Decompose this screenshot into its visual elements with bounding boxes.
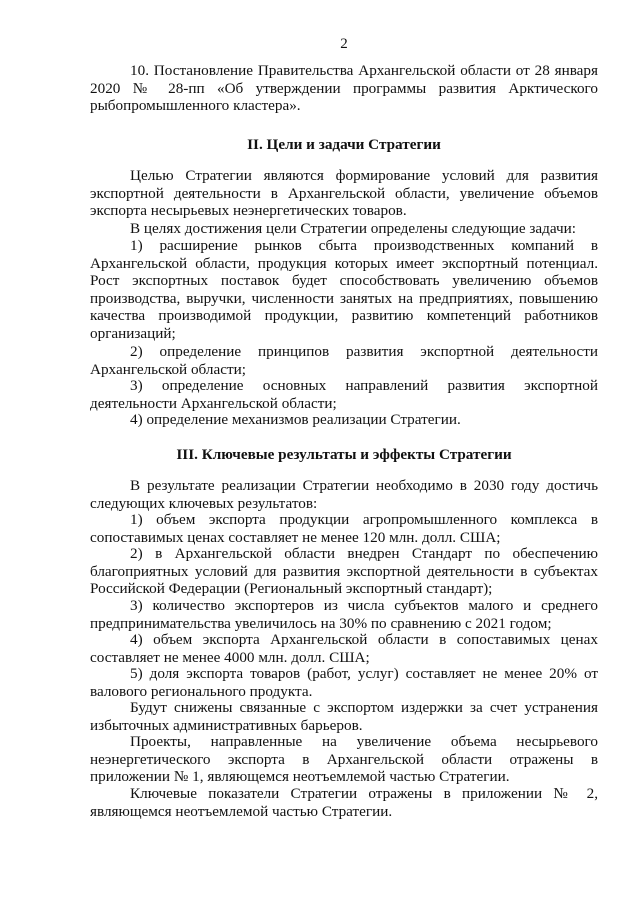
paragraph-result-5: 5) доля экспорта товаров (работ, услуг) составляет не менее 20% от валового регионального продукта.	[90, 665, 598, 700]
paragraph-projects: Проекты, направленные на увеличение объема несырьевого неэнергетического экспорта в Архангельской области отражены в приложении № 1, являющемся неотъемлемой частью Стратегии.	[90, 733, 598, 786]
paragraph-goal: Целью Стратегии являются формирование условий для развития экспортной деятельности в Архангельской области, увеличение объемов экспорта несырьевых неэнергетических товаров.	[90, 167, 598, 220]
paragraph-tasks-intro: В целях достижения цели Стратегии определены следующие задачи:	[130, 220, 576, 237]
paragraph-results-intro: В результате реализации Стратегии необходимо в 2030 году достичь следующих ключевых результатов:	[90, 477, 598, 512]
paragraph-result-1: 1) объем экспорта продукции агропромышленного комплекса в сопоставимых ценах составляет не менее 120 млн. долл. США;	[90, 511, 598, 546]
page-number: 2	[340, 36, 348, 52]
paragraph-resolution-10: 10. Постановление Правительства Архангельской области от 28 января 2020 № 28-пп «Об утверждении программы развития Арктического рыбопромышленного кластера».	[90, 62, 598, 115]
paragraph-costs: Будут снижены связанные с экспортом издержки за счет устранения избыточных административных барьеров.	[90, 699, 598, 734]
paragraph-result-3: 3) количество экспортеров из числа субъектов малого и среднего предпринимательства увеличилось на 30% по сравнению с 2021 годом;	[90, 597, 598, 632]
paragraph-result-4: 4) объем экспорта Архангельской области в сопоставимых ценах составляет не менее 4000 млн. долл. США;	[90, 631, 598, 666]
paragraph-task-3: 3) определение основных направлений развития экспортной деятельности Архангельской области;	[90, 377, 598, 412]
paragraph-indicators: Ключевые показатели Стратегии отражены в приложении № 2, являющемся неотъемлемой частью Стратегии.	[90, 785, 598, 820]
section-title-results: III. Ключевые результаты и эффекты Стратегии	[176, 446, 512, 463]
document-page	[90, 0, 598, 905]
paragraph-task-4: 4) определение механизмов реализации Стратегии.	[130, 411, 461, 428]
section-title-goals: II. Цели и задачи Стратегии	[247, 136, 441, 153]
paragraph-task-1: 1) расширение рынков сбыта производственных компаний в Архангельской области, продукция которых имеет экспортный потенциал. Рост экспортных поставок будет способствовать увеличению объемов производства, выручки, численности занятых на предприятиях, повышению качества производимой продукции, развитию компетенций работников организаций;	[90, 237, 598, 342]
paragraph-result-2: 2) в Архангельской области внедрен Стандарт по обеспечению благоприятных условий для развития экспортной деятельности в субъектах Российской Федерации (Региональный экспортный стандарт);	[90, 545, 598, 598]
paragraph-task-2: 2) определение принципов развития экспортной деятельности Архангельской области;	[90, 343, 598, 378]
